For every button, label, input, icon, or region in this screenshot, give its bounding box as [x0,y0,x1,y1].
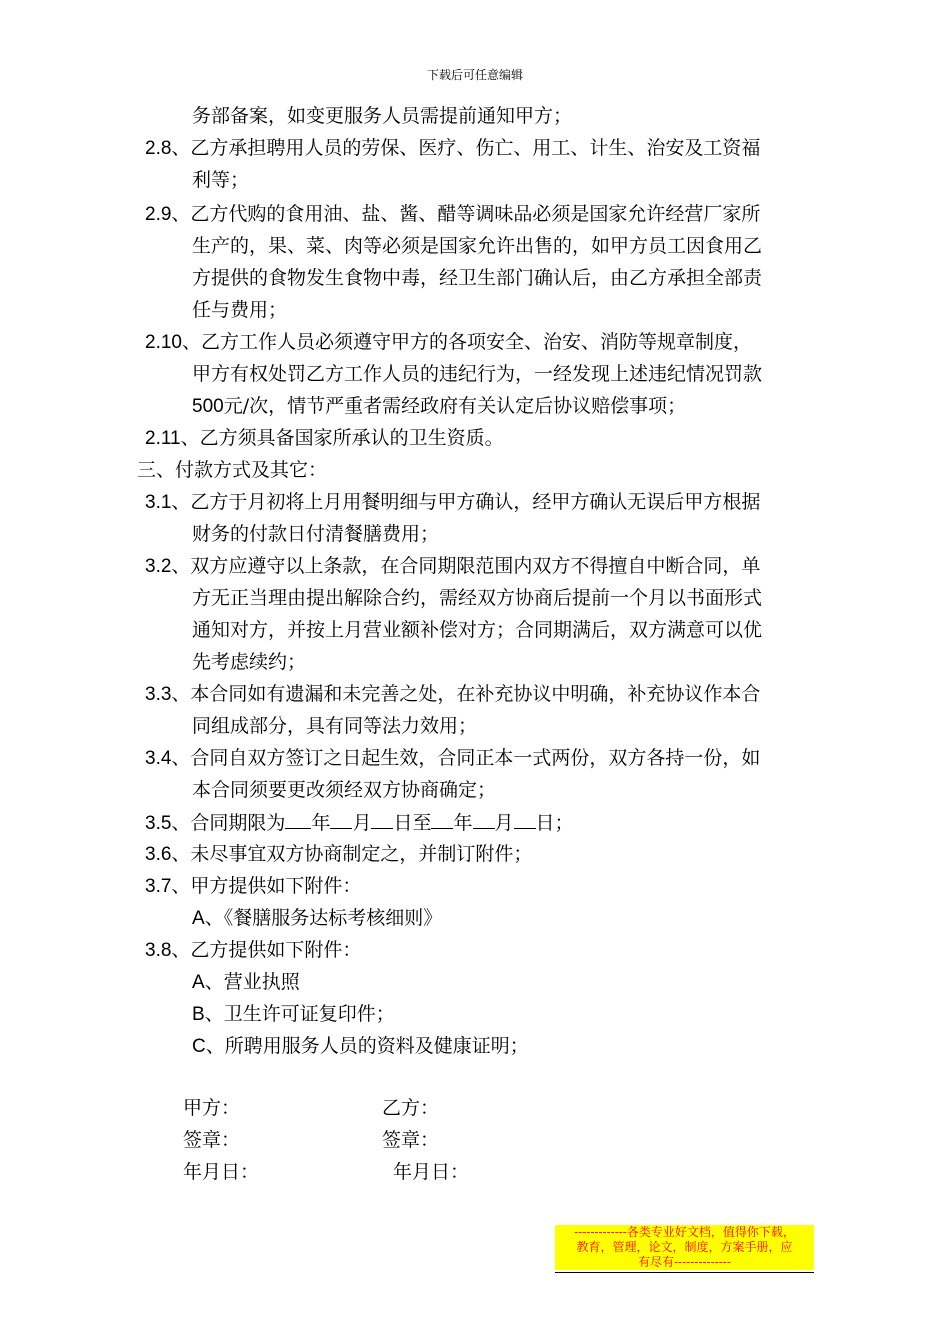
clause-line: 本合同须要更改须经双方协商确定； [192,779,497,801]
clause-2-9: 2.9、乙方代购的食用油、盐、酱、醋等调味品必须是国家允许经营厂家所 [145,203,761,225]
clause-2-10: 2.10、乙方工作人员必须遵守甲方的各项安全、治安、消防等规章制度， [145,331,752,353]
page-header: 下载后可任意编辑 [426,68,523,82]
seal-b-label: 签章： [382,1129,440,1151]
clause-line: 500元/次，情节严重者需经政府有关认定后协议赔偿事项； [192,395,687,417]
clause-2-11: 2.11、乙方须具备国家所承认的卫生资质。 [145,427,504,449]
clause-line: 同组成部分，具有同等法力效用； [192,715,478,737]
clause-line: 财务的付款日付清餐膳费用； [192,523,440,545]
clause-3-2: 3.2、双方应遵守以上条款，在合同期限范围内双方不得擅自中断合同，单 [145,555,761,577]
clause-line: 先考虑续约； [192,651,307,673]
party-a-label: 甲方： [183,1097,241,1119]
footer-promo [555,1225,814,1270]
clause-3-5: 3.5、合同期限为 年 月 日至 年 月 日； [145,812,574,834]
clause-line: 通知对方，并按上月营业额补偿对方；合同期满后，双方满意可以优 [192,619,763,641]
footer-line: 教育，管理，论文，制度，方案手册，应 [576,1240,793,1254]
section-heading: 三、付款方式及其它： [137,459,328,481]
date-b-label: 年月日： [393,1161,470,1183]
clause-2-8: 2.8、乙方承担聘用人员的劳保、医疗、伤亡、用工、计生、治安及工资福 [145,137,761,159]
date-a-label: 年月日： [183,1161,260,1183]
clause-3-3: 3.3、本合同如有遗漏和未完善之处，在补充协议中明确，补充协议作本合 [145,683,761,705]
clause-3-8: 3.8、乙方提供如下附件： [145,939,362,961]
clause-line: 方无正当理由提出解除合约，需经双方协商后提前一个月以书面形式 [192,587,763,609]
clause-line: 任与费用； [192,299,288,321]
clause-3-1: 3.1、乙方于月初将上月用餐明细与甲方确认，经甲方确认无误后甲方根据 [145,491,761,513]
footer-divider [555,1272,814,1273]
clause-line: 方提供的食物发生食物中毒，经卫生部门确认后，由乙方承担全部责 [192,267,763,289]
clause-line: 务部备案，如变更服务人员需提前通知甲方； [192,105,573,127]
attachment-item: B、卫生许可证复印件； [192,1003,395,1025]
clause-line: 甲方有权处罚乙方工作人员的违纪行为，一经发现上述违纪情况罚款 [192,363,763,385]
clause-line: 生产的，果、菜、肉等必须是国家允许出售的，如甲方员工因食用乙 [192,235,763,257]
clause-3-7: 3.7、甲方提供如下附件： [145,875,362,897]
clause-line: 利等； [192,169,250,191]
party-b-label: 乙方： [382,1097,440,1119]
footer-line: 有尽有-------------- [638,1255,731,1269]
attachment-item: A、营业执照 [192,971,300,993]
seal-a-label: 签章： [183,1129,241,1151]
attachment-item: A、《餐膳服务达标考核细则》 [192,907,443,929]
clause-3-4: 3.4、合同自双方签订之日起生效，合同正本一式两份，双方各持一份，如 [145,747,761,769]
clause-3-6: 3.6、未尽事宜双方协商制定之，并制订附件； [145,843,533,865]
attachment-item: C、所聘用服务人员的资料及健康证明； [192,1035,529,1057]
footer-line: -------------各类专业好文档，值得你下载， [574,1225,795,1239]
